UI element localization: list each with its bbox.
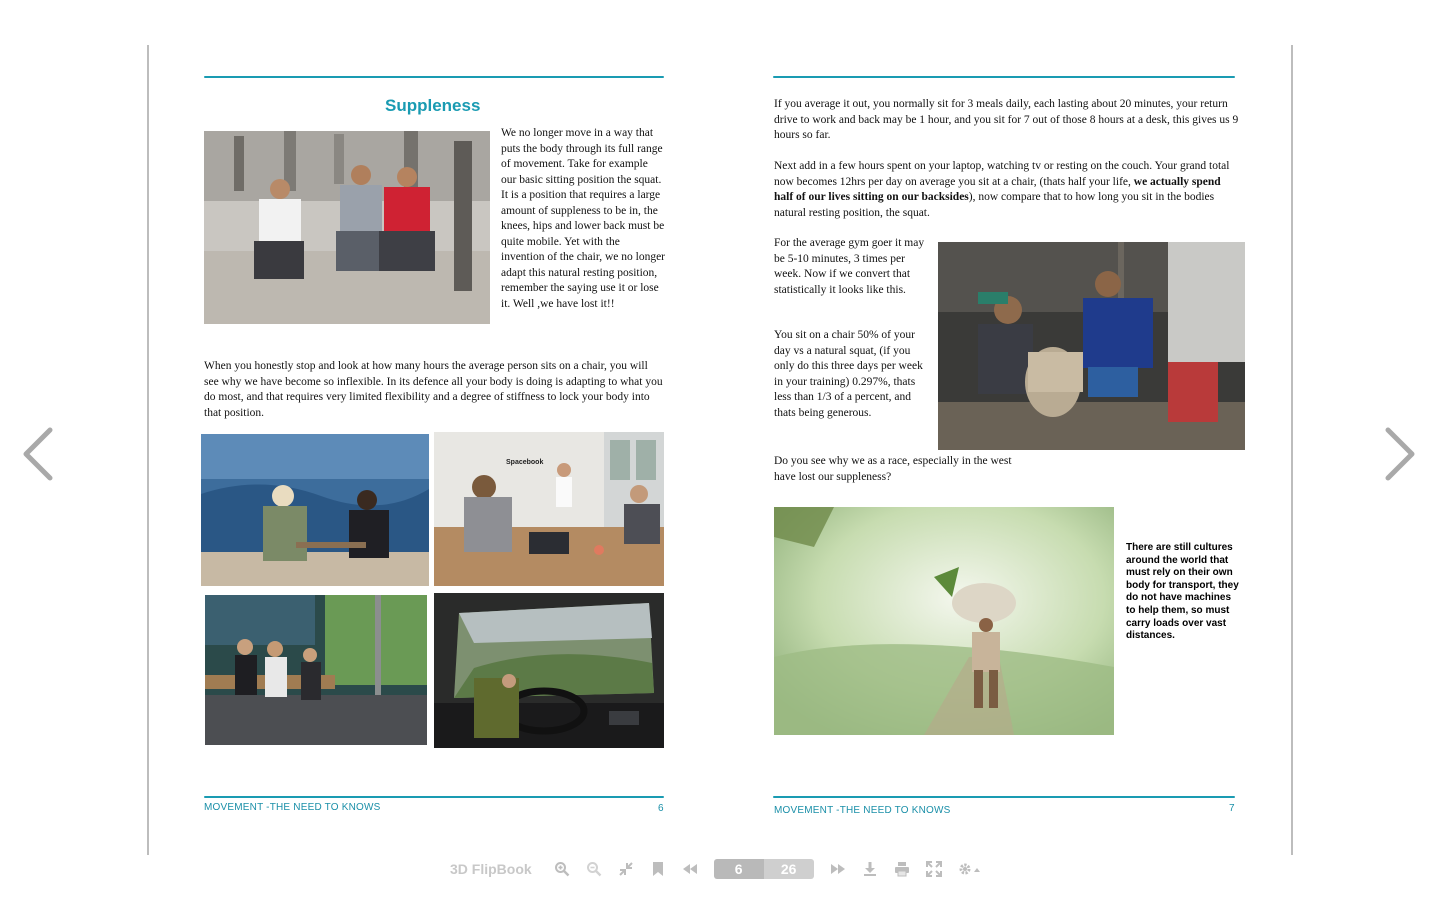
download-icon: [862, 861, 878, 877]
page-indicator[interactable]: [714, 859, 814, 879]
footer-title: MOVEMENT -THE NEED TO KNOWS: [774, 805, 951, 816]
zoom-out-icon: [586, 861, 602, 877]
zoom-in-icon: [554, 861, 570, 877]
fit-icon: [618, 861, 634, 877]
total-pages: 26: [764, 859, 814, 879]
fit-button[interactable]: [614, 857, 638, 881]
car-driving-photo: [434, 593, 664, 748]
header-rule: [773, 76, 1235, 78]
first-page-button[interactable]: [678, 857, 702, 881]
chevron-right-icon: [1380, 424, 1420, 484]
last-page-icon: [830, 861, 846, 877]
download-button[interactable]: [858, 857, 882, 881]
fullscreen-button[interactable]: [922, 857, 946, 881]
page-number: 7: [1229, 803, 1235, 814]
header-rule: [204, 76, 664, 78]
chair-stat-paragraph: You sit on a chair 50% of your day vs a natural squat, (if you only do this three days per week in your training) 0.297%, thats less than 1/3 of a percent, and thats being generous.: [774, 329, 923, 419]
zoom-in-button[interactable]: [550, 857, 574, 881]
last-page-button[interactable]: [826, 857, 850, 881]
print-button[interactable]: [890, 857, 914, 881]
first-page-icon: [682, 861, 698, 877]
load-carrier-photo: [774, 507, 1114, 735]
laptop-paragraph-start: Next add in a few hours spent on your laptop, watching tv or resting on the couch. Your grand total now becomes 12hrs per day on average you sit at a chair, (thats half your life,: [774, 160, 1230, 188]
right-page-edge: [1291, 45, 1293, 855]
right-page[interactable]: [720, 40, 1290, 840]
office-meeting-photo: [434, 432, 664, 586]
current-page-number[interactable]: 6: [714, 859, 764, 879]
street-bench-photo: [205, 595, 427, 745]
laptop-paragraph-end: ), now compare that to how long you sit in the bodies natural resting position, the squat.: [774, 191, 1215, 219]
page-number: 6: [658, 803, 664, 814]
sitting-paragraph: When you honestly stop and look at how many hours the average person sits on a chair, you will see why we have become so inflexible. In its defence all your body is doing is adapting to what you do most, and that requires very limited flexibility and a degree of stiffness to lock your body into that position.: [204, 360, 663, 419]
question-paragraph: Do you see why we as a race, especially in the west have lost our suppleness?: [774, 455, 1012, 483]
zoom-out-button[interactable]: [582, 857, 606, 881]
previous-page-button[interactable]: [18, 424, 58, 484]
left-page-edge: [147, 45, 149, 855]
average-paragraph: If you average it out, you normally sit for 3 meals daily, each lasting about 20 minutes, your return drive to work and back may be 1 hour, and you sit for 7 out of those 8 hours at a desk, this gives us 9 hours so far.: [774, 98, 1239, 141]
brand-label: 3D FlipBook: [450, 860, 532, 877]
cafe-terrace-photo: [201, 434, 429, 586]
chevron-left-icon: [18, 424, 58, 484]
footer-title: MOVEMENT -THE NEED TO KNOWS: [204, 802, 381, 813]
next-page-button[interactable]: [1380, 424, 1420, 484]
bookmark-icon: [650, 861, 666, 877]
office-sign-text: Spacebook: [506, 459, 544, 466]
left-page[interactable]: [150, 40, 720, 840]
settings-icon: [958, 861, 982, 877]
fullscreen-icon: [926, 861, 942, 877]
laptop-paragraph: [774, 159, 1234, 221]
footer-rule: [204, 796, 664, 798]
print-icon: [894, 861, 910, 877]
transport-caption: There are still cultures around the world that must rely on their own body for transport, they do not have machines to help them, so must carry loads over vast distances.: [1126, 542, 1239, 642]
page-title: Suppleness: [385, 96, 481, 115]
bookmark-button[interactable]: [646, 857, 670, 881]
footer-rule: [773, 796, 1235, 798]
intro-text: We no longer move in a way that puts the body through its full range of movement. Take for example our basic sitting position the squat. It is a position that requires a large amount of suppleness to be in, the knees, hips and lower back must be quite mobile. Yet with the invention of the chair, we no longer adapt this natural resting position, remember the saying use it or lose it. Well ,we have lost it!!: [501, 127, 666, 310]
squatting-men-photo: [204, 131, 490, 324]
laptop-paragraph-bold: we actually spend half of our lives sitting on our backsides: [774, 175, 1221, 203]
viewer-toolbar: [438, 850, 1003, 887]
settings-button[interactable]: [954, 857, 986, 881]
squatting-mechanics-photo: [938, 242, 1245, 450]
gym-paragraph: For the average gym goer it may be 5-10 minutes, 3 times per week. Now if we convert that statistically it looks like this.: [774, 237, 925, 296]
